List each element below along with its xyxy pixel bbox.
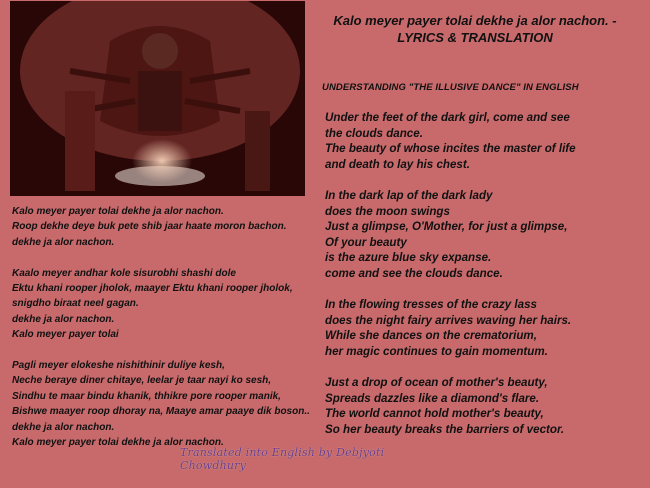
lyric-line: Roop dekhe deye buk pete shib jaar haate moron bachon.	[12, 221, 287, 233]
lyric-line: Kalo meyer payer tolai dekhe ja alor nachon.	[12, 206, 224, 217]
english-stanza	[325, 297, 645, 359]
lyric-line: The beauty of whose incites the master of life	[325, 142, 576, 156]
lyric-line: dekhe ja alor nachon.	[12, 236, 115, 248]
bengali-stanza	[12, 358, 322, 450]
lyric-line: Just a drop of ocean of mother's beauty,	[325, 376, 548, 390]
lyric-line: Under the feet of the dark girl, come and see	[325, 111, 570, 124]
lyric-line: So her beauty breaks the barriers of vector.	[325, 422, 565, 436]
lyric-line: Kaalo meyer andhar kole sisurobhi shashi dole	[12, 267, 236, 279]
english-stanza	[325, 375, 645, 437]
english-translation	[325, 110, 645, 453]
lyric-line: In the dark lap of the dark lady	[325, 188, 493, 202]
section-subtitle: UNDERSTANDING "THE ILLUSIVE DANCE" IN ENGLISH	[322, 82, 579, 93]
bengali-stanza	[12, 266, 322, 343]
original-lyrics	[12, 204, 322, 466]
bengali-stanza	[12, 204, 322, 250]
lyric-line: Of your beauty	[325, 235, 407, 249]
lyric-line: the clouds dance.	[325, 126, 423, 140]
lyric-line: snigdho biraat neel gagan.	[12, 298, 139, 310]
lyric-line: Neche beraye diner chitaye, leelar je taar nayi ko sesh,	[12, 375, 272, 387]
lyric-line: dekhe ja alor nachon.	[12, 421, 115, 433]
lyric-line: Bishwe maayer roop dhoray na, Maaye amar paaye dik boson..	[12, 406, 310, 418]
title-line-2: LYRICS & TRANSLATION	[397, 30, 553, 45]
lyric-line: come and see the clouds dance.	[325, 266, 503, 280]
page-title	[310, 12, 640, 46]
english-stanza	[325, 188, 645, 282]
lyric-line: Sindhu te maar bindu khanik, thhikre pore rooper manik,	[12, 390, 281, 402]
lyric-line: Pagli meyer elokeshe nishithinir duliye kesh,	[12, 360, 225, 372]
lyric-line: her magic continues to gain momentum.	[325, 344, 548, 358]
lyric-line: dekhe ja alor nachon.	[12, 313, 115, 325]
lyric-line: Ektu khani rooper jholok, maayer Ektu khani rooper jholok,	[12, 283, 293, 295]
translation-credit: Translated into English by Debjyoti Chowdhury	[180, 446, 385, 472]
lyric-line: does the night fairy arrives waving her hairs.	[325, 313, 572, 327]
english-stanza	[325, 110, 645, 172]
lyric-line: The world cannot hold mother's beauty,	[325, 407, 544, 421]
lyric-line: While she dances on the crematorium,	[325, 329, 537, 343]
lyric-line: and death to lay his chest.	[325, 157, 470, 171]
lyric-line: Kalo meyer payer tolai	[12, 329, 119, 341]
title-line-1: Kalo meyer payer tolai dekhe ja alor nachon. -	[333, 13, 617, 28]
lyric-line: In the flowing tresses of the crazy lass	[325, 298, 537, 312]
lyric-line: does the moon swings	[325, 204, 450, 218]
lyric-line: Just a glimpse, O'Mother, for just a glimpse,	[325, 220, 568, 234]
lyric-line: Kalo meyer payer tolai dekhe ja alor nachon.	[12, 437, 224, 449]
lyric-line: Spreads dazzles like a diamond's flare.	[325, 391, 540, 405]
goddess-idol-photo	[10, 1, 305, 196]
lyric-line: is the azure blue sky expanse.	[325, 251, 492, 265]
